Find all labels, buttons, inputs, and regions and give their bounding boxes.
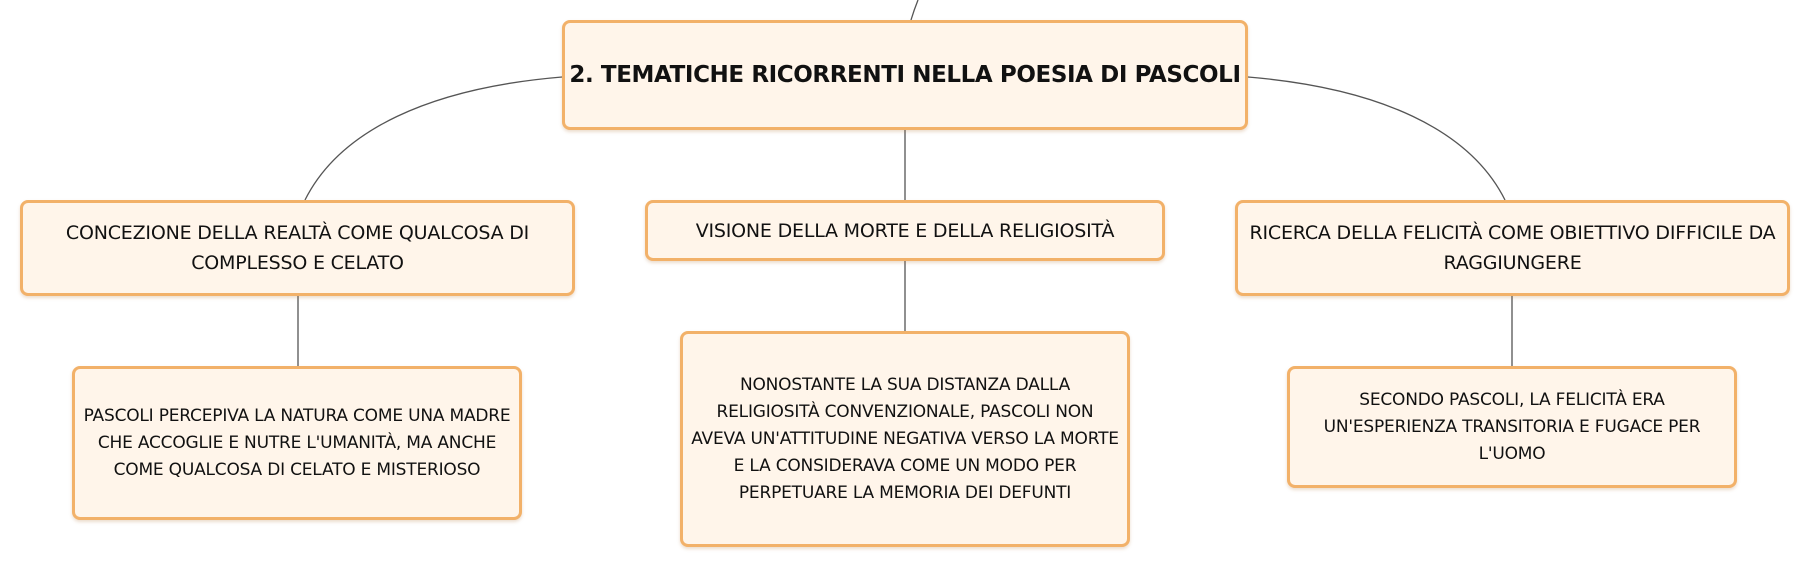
leaf-node-nature-label: PASCOLI PERCEPIVA LA NATURA COME UNA MADRE CHE ACCOGLIE E NUTRE L'UMANITÀ, MA ANCHE COME QUALCOSA DI CELATO E MISTERIOSO <box>83 405 511 480</box>
branch-node-happiness-label: RICERCA DELLA FELICITÀ COME OBIETTIVO DIFFICILE DA RAGGIUNGERE <box>1249 222 1776 274</box>
leaf-node-memory[interactable] <box>680 331 1130 547</box>
connector-parent-in <box>911 0 918 20</box>
root-node[interactable] <box>562 20 1248 130</box>
leaf-node-nature[interactable] <box>72 366 522 520</box>
branch-node-death-label: VISIONE DELLA MORTE E DELLA RELIGIOSITÀ <box>695 219 1115 242</box>
connector-root-to-branch-1 <box>305 77 562 200</box>
branch-node-death[interactable] <box>645 200 1165 261</box>
connector-root-to-branch-3 <box>1248 77 1505 200</box>
leaf-node-transitory-label: SECONDO PASCOLI, LA FELICITÀ ERA UN'ESPERIENZA TRANSITORIA E FUGACE PER L'UOMO <box>1323 389 1701 464</box>
leaf-node-memory-label: NONOSTANTE LA SUA DISTANZA DALLA RELIGIOSITÀ CONVENZIONALE, PASCOLI NON AVEVA UN'ATTITUDINE NEGATIVA VERSO LA MORTE E LA CONSIDERAVA COME UN MODO PER PERPETUARE LA MEMORIA DEI DEFUNTI <box>691 374 1119 503</box>
branch-node-happiness[interactable] <box>1235 200 1790 296</box>
branch-node-reality[interactable] <box>20 200 575 296</box>
leaf-node-transitory[interactable] <box>1287 366 1737 488</box>
branch-node-reality-label: CONCEZIONE DELLA REALTÀ COME QUALCOSA DI COMPLESSO E CELATO <box>65 222 530 274</box>
root-node-label: 2. TEMATICHE RICORRENTI NELLA POESIA DI PASCOLI <box>569 62 1241 88</box>
